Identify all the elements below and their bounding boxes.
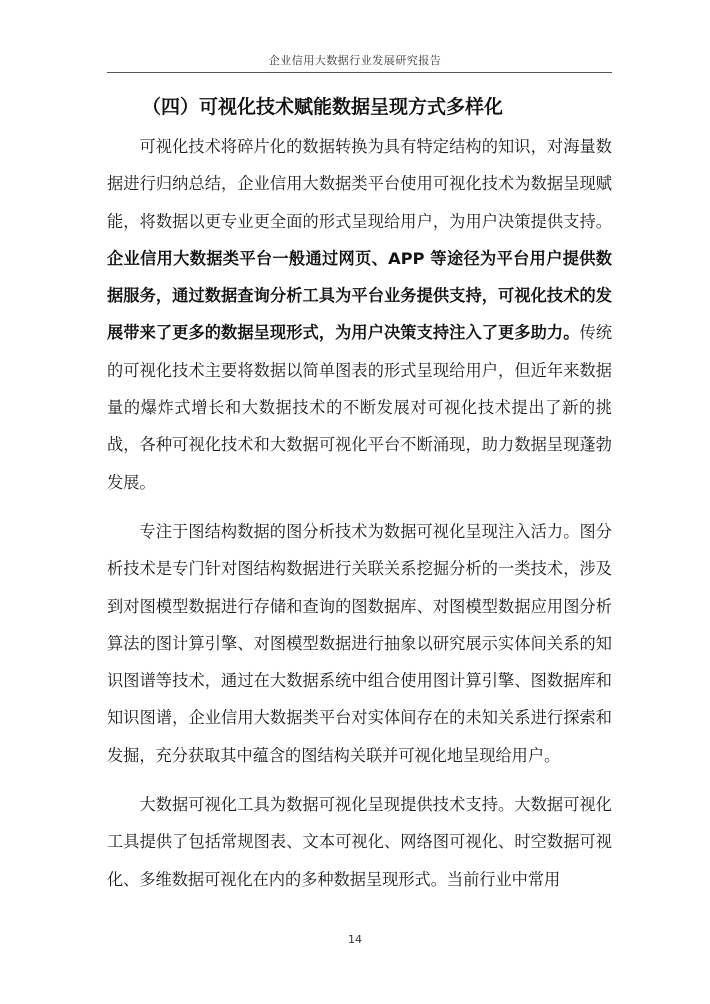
paragraph-2: 专注于图结构数据的图分析技术为数据可视化呈现注入活力。图分析技术是专门针对图结构数据进行关联关系挖掘分析的一类技术，涉及到对图模型数据进行存储和查询的图数据库、对图模型数据应用图分析算法的图计算引擎、对图模型数据进行抽象以研究展示实体间关系的知识图谱等技术，通过在大数据系统中组合使用图计算引擎、图数据库和知识图谱，企业信用大数据类平台对实体间存在的未知关系进行探索和发掘，充分获取其中蕴含的图结构关联并可视化地呈现给用户。 [107, 521, 612, 765]
header-divider [107, 72, 612, 73]
paragraph-1-rest: 传统的可视化技术主要将数据以简单图表的形式呈现给用户，但近年来数据量的爆炸式增长和大数据技术的不断发展对可视化技术提出了新的挑战，各种可视化技术和大数据可视化平台不断涌现，助力数据呈现蓬勃发展。 [107, 323, 613, 492]
paragraph-1 [107, 128, 612, 501]
paragraph-1-bold: 企业信用大数据类平台一般通过网页、APP 等途径为平台用户提供数据服务，通过数据查询分析工具为平台业务提供支持，可视化技术的发展带来了更多的数据呈现形式，为用户决策支持注入了更多助力。 [107, 248, 612, 343]
paragraph-3: 大数据可视化工具为数据可视化呈现提供技术支持。大数据可视化工具提供了包括常规图表、文本可视化、网络图可视化、时空数据可视化、多维数据可视化在内的多种数据呈现形式。当前行业中常用 [107, 795, 612, 889]
section-heading: （四）可视化技术赋能数据呈现方式多样化 [142, 96, 504, 118]
running-header: 企业信用大数据行业发展研究报告 [268, 54, 442, 67]
paragraph-1-intro: 可视化技术将碎片化的数据转换为具有特定结构的知识，对海量数据进行归纳总结，企业信用大数据类平台使用可视化技术为数据呈现赋能，将数据以更专业更全面的形式呈现给用户，为用户决策提供支持。 [107, 137, 612, 231]
page-number: 14 [348, 933, 362, 946]
body-text [107, 128, 612, 910]
